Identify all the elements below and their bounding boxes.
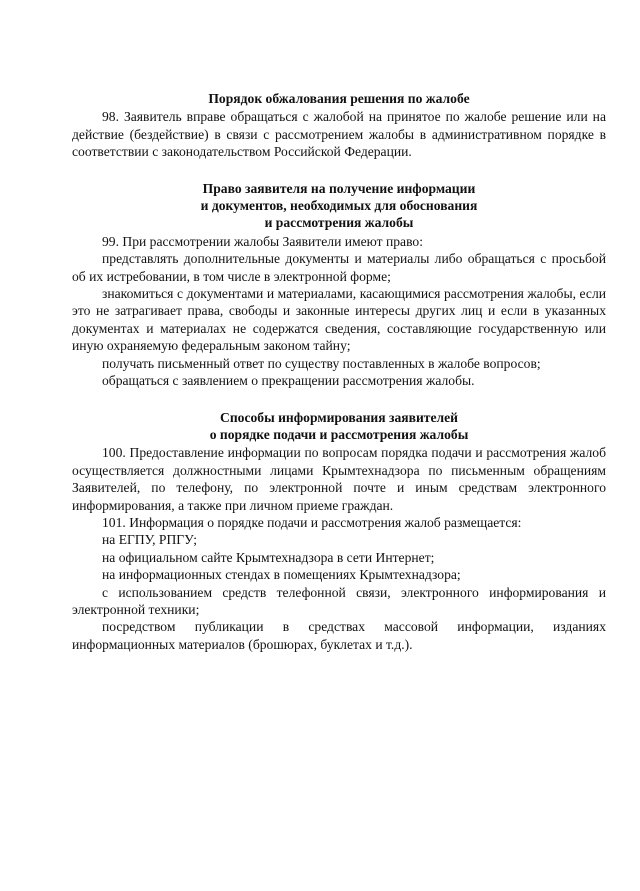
paragraph-101: 101. Информация о порядке подачи и рассмотрения жалоб размещается:: [102, 514, 522, 530]
heading-line: Право заявителя на получение информации: [202, 180, 476, 196]
list-item-paragraph: на ЕГПУ, РПГУ;: [102, 532, 198, 548]
list-item-paragraph: с использованием средств телефонной связи, электронного информирования и электронной техники;: [72, 584, 606, 617]
heading-line: и рассмотрения жалобы: [264, 215, 414, 231]
heading-line: Порядок обжалования решения по жалобе: [208, 91, 470, 106]
section-applicant-rights: [72, 180, 606, 390]
document-page: [72, 90, 606, 653]
paragraph-98: 98. Заявитель вправе обращаться с жалобой на принятое по жалобе решение или на действие (бездействие) в связи с рассмотрением жалобы в административном порядке в соответствии с законодательством Российской Федерации.: [72, 109, 606, 160]
section-heading: [72, 180, 606, 232]
heading-line: и документов, необходимых для обоснования: [200, 198, 478, 214]
heading-line: о порядке подачи и рассмотрения жалобы: [209, 426, 469, 442]
list-item-paragraph: посредством публикации в средствах массовой информации, изданиях информационных материалов (брошюрах, буклетах и т.д.).: [72, 619, 606, 652]
heading-line: Способы информирования заявителей: [220, 409, 458, 425]
list-item-paragraph: знакомиться с документами и материалами, касающимися рассмотрения жалобы, если это не затрагивает права, свободы и законные интересы других лиц и если в указанных документах и материалах не содержатся сведения, составляющие государственную или иную охраняемую федеральным законом тайну;: [72, 286, 606, 354]
list-item-paragraph: представлять дополнительные документы и материалы либо обращаться с просьбой об их истребовании, в том числе в электронной форме;: [72, 251, 606, 284]
section-heading: [72, 90, 606, 107]
paragraph-100: 100. Предоставление информации по вопросам порядка подачи и рассмотрения жалоб осуществляется должностными лицами Крымтехнадзора по письменным обращениям Заявителей, по телефону, по электронной почте и иным средствам электронного информирования, а также при личном приеме граждан.: [72, 445, 606, 513]
section-appeal-procedure: [72, 90, 606, 161]
list-item-paragraph: обращаться с заявлением о прекращении рассмотрения жалобы.: [102, 373, 475, 389]
list-item-paragraph: получать письменный ответ по существу поставленных в жалобе вопросов;: [102, 355, 541, 371]
list-item-paragraph: на официальном сайте Крымтехнадзора в сети Интернет;: [102, 549, 435, 565]
list-item-paragraph: на информационных стендах в помещениях Крымтехнадзора;: [102, 567, 461, 583]
section-information-methods: [72, 409, 606, 654]
paragraph-99: 99. При рассмотрении жалобы Заявители имеют право:: [102, 233, 423, 249]
section-heading: [72, 409, 606, 444]
